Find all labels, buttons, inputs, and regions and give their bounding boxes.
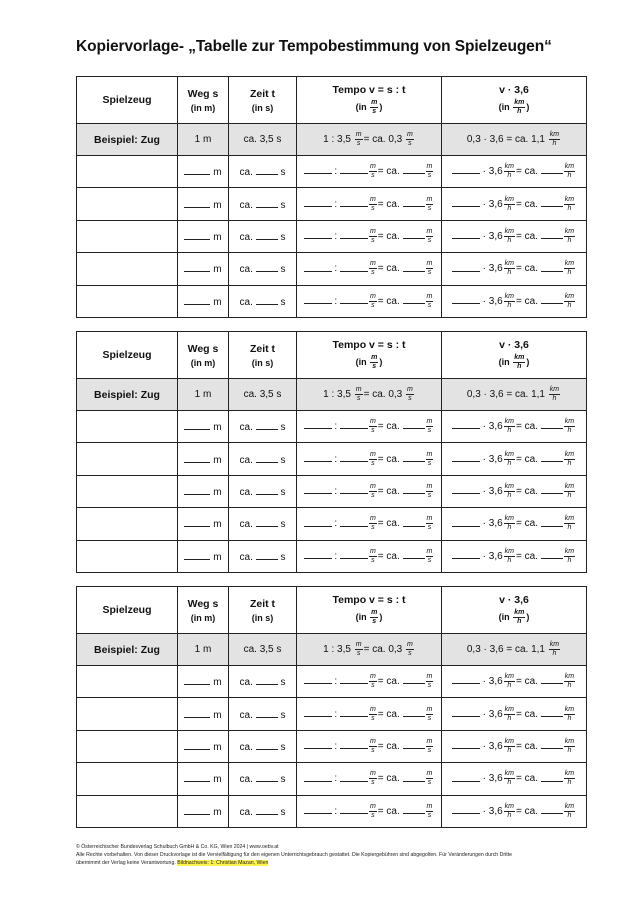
- distance-cell[interactable]: m: [178, 475, 229, 507]
- speed-dividend-blank[interactable]: [304, 674, 332, 684]
- speed-result-blank[interactable]: [403, 707, 425, 717]
- kmh-result-blank[interactable]: [541, 197, 563, 207]
- distance-cell[interactable]: m: [178, 220, 229, 252]
- example-distance: 1 m: [178, 634, 229, 666]
- time-cell[interactable]: ca. s: [229, 411, 297, 443]
- example-distance: 1 m: [178, 124, 229, 156]
- header-toy: Spielzeug: [77, 587, 178, 634]
- kmh-cell[interactable]: · 3,6 $\frac{km}{h}$ = ca. $\frac{km}{h}$: [442, 730, 587, 762]
- time-blank[interactable]: [256, 740, 278, 750]
- speed-dividend-blank[interactable]: [304, 229, 332, 239]
- example-kmh: 0,3 · 3,6 = ca. 1,1 $\frac{km}{h}$: [442, 634, 587, 666]
- time-blank[interactable]: [256, 165, 278, 175]
- blank-row: [77, 285, 587, 317]
- speed-divisor-blank[interactable]: [340, 164, 368, 174]
- example-label: Beispiel: Zug: [77, 124, 178, 156]
- speed-divisor-blank[interactable]: [340, 484, 368, 494]
- example-row: [77, 379, 587, 411]
- speed-cell[interactable]: : $\frac{m}{s}$ = ca. $\frac{m}{s}$: [297, 763, 442, 795]
- header-time: Zeit t (in s): [229, 77, 297, 124]
- speed-dividend-blank[interactable]: [304, 484, 332, 494]
- header-toy: Spielzeug: [77, 332, 178, 379]
- speed-cell[interactable]: : $\frac{m}{s}$ = ca. $\frac{m}{s}$: [297, 220, 442, 252]
- speed-result-blank[interactable]: [403, 164, 425, 174]
- kmh-input-blank[interactable]: [452, 772, 480, 782]
- distance-blank[interactable]: [184, 485, 210, 495]
- speed-result-blank[interactable]: [403, 772, 425, 782]
- kmh-result-blank[interactable]: [541, 484, 563, 494]
- time-blank[interactable]: [256, 295, 278, 305]
- time-blank[interactable]: [256, 420, 278, 430]
- speed-result-blank[interactable]: [403, 517, 425, 527]
- speed-divisor-blank[interactable]: [340, 739, 368, 749]
- time-cell[interactable]: ca. s: [229, 443, 297, 475]
- distance-cell[interactable]: m: [178, 730, 229, 762]
- time-blank[interactable]: [256, 485, 278, 495]
- distance-blank[interactable]: [184, 740, 210, 750]
- tempo-table-3: [76, 586, 587, 828]
- header-speed: Tempo v = s : t (in $\frac{m}{s}$ ): [297, 332, 442, 379]
- kmh-cell[interactable]: · 3,6 $\frac{km}{h}$ = ca. $\frac{km}{h}$: [442, 795, 587, 827]
- example-distance: 1 m: [178, 379, 229, 411]
- blank-row: [77, 188, 587, 220]
- example-row: [77, 634, 587, 666]
- speed-result-blank[interactable]: [403, 739, 425, 749]
- distance-cell[interactable]: m: [178, 508, 229, 540]
- kmh-result-blank[interactable]: [541, 164, 563, 174]
- blank-row: [77, 508, 587, 540]
- speed-divisor-blank[interactable]: [340, 419, 368, 429]
- toy-cell[interactable]: [77, 698, 178, 730]
- kmh-cell[interactable]: · 3,6 $\frac{km}{h}$ = ca. $\frac{km}{h}$: [442, 411, 587, 443]
- header-kmh: v · 3,6 (in $\frac{km}{h}$ ): [442, 77, 587, 124]
- page-title: Kopiervorlage- „Tabelle zur Tempobestimmung von Spielzeugen“: [76, 38, 552, 55]
- header-time: Zeit t (in s): [229, 332, 297, 379]
- speed-cell[interactable]: : $\frac{m}{s}$ = ca. $\frac{m}{s}$: [297, 443, 442, 475]
- tempo-table-2: [76, 331, 587, 573]
- time-cell[interactable]: ca. s: [229, 475, 297, 507]
- speed-result-blank[interactable]: [403, 452, 425, 462]
- kmh-cell[interactable]: · 3,6 $\frac{km}{h}$ = ca. $\frac{km}{h}$: [442, 285, 587, 317]
- distance-blank[interactable]: [184, 198, 210, 208]
- example-label: Beispiel: Zug: [77, 379, 178, 411]
- kmh-result-blank[interactable]: [541, 772, 563, 782]
- speed-result-blank[interactable]: [403, 262, 425, 272]
- speed-dividend-blank[interactable]: [304, 197, 332, 207]
- toy-cell[interactable]: [77, 156, 178, 188]
- example-kmh: 0,3 · 3,6 = ca. 1,1 $\frac{km}{h}$: [442, 379, 587, 411]
- speed-divisor-blank[interactable]: [340, 549, 368, 559]
- speed-cell[interactable]: : $\frac{m}{s}$ = ca. $\frac{m}{s}$: [297, 411, 442, 443]
- kmh-cell[interactable]: · 3,6 $\frac{km}{h}$ = ca. $\frac{km}{h}$: [442, 698, 587, 730]
- distance-cell[interactable]: m: [178, 156, 229, 188]
- speed-cell[interactable]: : $\frac{m}{s}$ = ca. $\frac{m}{s}$: [297, 795, 442, 827]
- speed-dividend-blank[interactable]: [304, 294, 332, 304]
- speed-result-blank[interactable]: [403, 197, 425, 207]
- speed-dividend-blank[interactable]: [304, 739, 332, 749]
- time-cell[interactable]: ca. s: [229, 698, 297, 730]
- distance-blank[interactable]: [184, 772, 210, 782]
- kmh-cell[interactable]: · 3,6 $\frac{km}{h}$ = ca. $\frac{km}{h}$: [442, 475, 587, 507]
- distance-cell[interactable]: m: [178, 285, 229, 317]
- header-toy: Spielzeug: [77, 77, 178, 124]
- speed-dividend-blank[interactable]: [304, 452, 332, 462]
- time-cell[interactable]: ca. s: [229, 666, 297, 698]
- distance-cell[interactable]: m: [178, 188, 229, 220]
- blank-row: [77, 253, 587, 285]
- distance-blank[interactable]: [184, 550, 210, 560]
- speed-dividend-blank[interactable]: [304, 772, 332, 782]
- time-cell[interactable]: ca. s: [229, 253, 297, 285]
- toy-cell[interactable]: [77, 540, 178, 572]
- distance-blank[interactable]: [184, 165, 210, 175]
- blank-row: [77, 698, 587, 730]
- example-speed: 1 : 3,5 $\frac{m}{s}$ = ca. 0,3 $\frac{m}{s}$: [297, 634, 442, 666]
- header-row: [77, 332, 587, 379]
- kmh-input-blank[interactable]: [452, 452, 480, 462]
- time-blank[interactable]: [256, 453, 278, 463]
- toy-cell[interactable]: [77, 508, 178, 540]
- distance-blank[interactable]: [184, 420, 210, 430]
- blank-row: [77, 666, 587, 698]
- kmh-cell[interactable]: · 3,6 $\frac{km}{h}$ = ca. $\frac{km}{h}$: [442, 188, 587, 220]
- speed-divisor-blank[interactable]: [340, 772, 368, 782]
- distance-cell[interactable]: m: [178, 698, 229, 730]
- image-credit: Bildnachweis: 1: Christian Mazan, Wien: [177, 860, 269, 866]
- kmh-cell[interactable]: · 3,6 $\frac{km}{h}$ = ca. $\frac{km}{h}$: [442, 666, 587, 698]
- kmh-cell[interactable]: · 3,6 $\frac{km}{h}$ = ca. $\frac{km}{h}$: [442, 763, 587, 795]
- example-row: [77, 124, 587, 156]
- example-speed: 1 : 3,5 $\frac{m}{s}$ = ca. 0,3 $\frac{m}{s}$: [297, 124, 442, 156]
- distance-blank[interactable]: [184, 517, 210, 527]
- tempo-table-1: [76, 76, 587, 318]
- toy-cell[interactable]: [77, 220, 178, 252]
- kmh-cell[interactable]: · 3,6 $\frac{km}{h}$ = ca. $\frac{km}{h}$: [442, 540, 587, 572]
- time-blank[interactable]: [256, 517, 278, 527]
- time-blank[interactable]: [256, 230, 278, 240]
- speed-cell[interactable]: : $\frac{m}{s}$ = ca. $\frac{m}{s}$: [297, 475, 442, 507]
- kmh-input-blank[interactable]: [452, 739, 480, 749]
- toy-cell[interactable]: [77, 411, 178, 443]
- speed-cell[interactable]: : $\frac{m}{s}$ = ca. $\frac{m}{s}$: [297, 730, 442, 762]
- speed-divisor-blank[interactable]: [340, 707, 368, 717]
- speed-result-blank[interactable]: [403, 804, 425, 814]
- distance-cell[interactable]: m: [178, 795, 229, 827]
- time-cell[interactable]: ca. s: [229, 508, 297, 540]
- toy-cell[interactable]: [77, 443, 178, 475]
- kmh-input-blank[interactable]: [452, 804, 480, 814]
- speed-divisor-blank[interactable]: [340, 804, 368, 814]
- distance-cell[interactable]: m: [178, 443, 229, 475]
- speed-divisor-blank[interactable]: [340, 197, 368, 207]
- blank-row: [77, 730, 587, 762]
- time-blank[interactable]: [256, 198, 278, 208]
- time-blank[interactable]: [256, 805, 278, 815]
- distance-blank[interactable]: [184, 230, 210, 240]
- speed-cell[interactable]: : $\frac{m}{s}$ = ca. $\frac{m}{s}$: [297, 540, 442, 572]
- kmh-input-blank[interactable]: [452, 229, 480, 239]
- speed-result-blank[interactable]: [403, 484, 425, 494]
- speed-dividend-blank[interactable]: [304, 517, 332, 527]
- kmh-input-blank[interactable]: [452, 419, 480, 429]
- speed-cell[interactable]: : $\frac{m}{s}$ = ca. $\frac{m}{s}$: [297, 253, 442, 285]
- time-blank[interactable]: [256, 708, 278, 718]
- kmh-result-blank[interactable]: [541, 804, 563, 814]
- kmh-result-blank[interactable]: [541, 229, 563, 239]
- kmh-input-blank[interactable]: [452, 197, 480, 207]
- time-cell[interactable]: ca. s: [229, 220, 297, 252]
- kmh-result-blank[interactable]: [541, 707, 563, 717]
- speed-cell[interactable]: : $\frac{m}{s}$ = ca. $\frac{m}{s}$: [297, 666, 442, 698]
- toy-cell[interactable]: [77, 763, 178, 795]
- blank-row: [77, 795, 587, 827]
- speed-divisor-blank[interactable]: [340, 517, 368, 527]
- kmh-result-blank[interactable]: [541, 294, 563, 304]
- header-distance: Weg s (in m): [178, 587, 229, 634]
- distance-blank[interactable]: [184, 453, 210, 463]
- header-row: [77, 587, 587, 634]
- kmh-cell[interactable]: · 3,6 $\frac{km}{h}$ = ca. $\frac{km}{h}$: [442, 220, 587, 252]
- time-blank[interactable]: [256, 675, 278, 685]
- toy-cell[interactable]: [77, 188, 178, 220]
- blank-row: [77, 220, 587, 252]
- speed-divisor-blank[interactable]: [340, 674, 368, 684]
- copyright-line: © Österreichischer Bundesverlag Schulbuch GmbH & Co. KG, Wien 2024 | www.oebv.at: [76, 844, 279, 850]
- header-row: [77, 77, 587, 124]
- example-time: ca. 3,5 s: [229, 124, 297, 156]
- speed-cell[interactable]: : $\frac{m}{s}$ = ca. $\frac{m}{s}$: [297, 508, 442, 540]
- blank-row: [77, 763, 587, 795]
- kmh-cell[interactable]: · 3,6 $\frac{km}{h}$ = ca. $\frac{km}{h}$: [442, 508, 587, 540]
- header-distance: Weg s (in m): [178, 77, 229, 124]
- time-blank[interactable]: [256, 550, 278, 560]
- time-cell[interactable]: ca. s: [229, 795, 297, 827]
- distance-cell[interactable]: m: [178, 253, 229, 285]
- header-speed: Tempo v = s : t (in $\frac{m}{s}$ ): [297, 587, 442, 634]
- kmh-result-blank[interactable]: [541, 739, 563, 749]
- blank-row: [77, 540, 587, 572]
- example-time: ca. 3,5 s: [229, 634, 297, 666]
- speed-divisor-blank[interactable]: [340, 452, 368, 462]
- toy-cell[interactable]: [77, 730, 178, 762]
- kmh-input-blank[interactable]: [452, 707, 480, 717]
- speed-result-blank[interactable]: [403, 229, 425, 239]
- speed-dividend-blank[interactable]: [304, 804, 332, 814]
- distance-cell[interactable]: m: [178, 763, 229, 795]
- example-speed: 1 : 3,5 $\frac{m}{s}$ = ca. 0,3 $\frac{m}{s}$: [297, 379, 442, 411]
- rights-line: Alle Rechte vorbehalten. Von dieser Druckvorlage ist die Vervielfältigung für den eigenen Unterrichtsgebrauch gestattet. Die Kopiergebühren sind abgegolten. Für Veränderungen durch Dritte: [76, 852, 513, 858]
- speed-divisor-blank[interactable]: [340, 262, 368, 272]
- speed-cell[interactable]: : $\frac{m}{s}$ = ca. $\frac{m}{s}$: [297, 285, 442, 317]
- blank-row: [77, 156, 587, 188]
- speed-result-blank[interactable]: [403, 419, 425, 429]
- time-blank[interactable]: [256, 772, 278, 782]
- kmh-input-blank[interactable]: [452, 674, 480, 684]
- speed-result-blank[interactable]: [403, 674, 425, 684]
- distance-cell[interactable]: m: [178, 411, 229, 443]
- distance-blank[interactable]: [184, 805, 210, 815]
- speed-dividend-blank[interactable]: [304, 549, 332, 559]
- header-time: Zeit t (in s): [229, 587, 297, 634]
- kmh-input-blank[interactable]: [452, 262, 480, 272]
- example-label: Beispiel: Zug: [77, 634, 178, 666]
- blank-row: [77, 475, 587, 507]
- time-cell[interactable]: ca. s: [229, 730, 297, 762]
- time-cell[interactable]: ca. s: [229, 156, 297, 188]
- speed-cell[interactable]: : $\frac{m}{s}$ = ca. $\frac{m}{s}$: [297, 156, 442, 188]
- toy-cell[interactable]: [77, 253, 178, 285]
- kmh-result-blank[interactable]: [541, 674, 563, 684]
- distance-cell[interactable]: m: [178, 540, 229, 572]
- time-cell[interactable]: ca. s: [229, 763, 297, 795]
- kmh-input-blank[interactable]: [452, 549, 480, 559]
- header-kmh: v · 3,6 (in $\frac{km}{h}$ ): [442, 332, 587, 379]
- kmh-result-blank[interactable]: [541, 419, 563, 429]
- kmh-result-blank[interactable]: [541, 549, 563, 559]
- speed-divisor-blank[interactable]: [340, 294, 368, 304]
- toy-cell[interactable]: [77, 666, 178, 698]
- time-cell[interactable]: ca. s: [229, 285, 297, 317]
- example-time: ca. 3,5 s: [229, 379, 297, 411]
- time-cell[interactable]: ca. s: [229, 540, 297, 572]
- speed-divisor-blank[interactable]: [340, 229, 368, 239]
- distance-cell[interactable]: m: [178, 666, 229, 698]
- header-kmh: v · 3,6 (in $\frac{km}{h}$ ): [442, 587, 587, 634]
- speed-cell[interactable]: : $\frac{m}{s}$ = ca. $\frac{m}{s}$: [297, 698, 442, 730]
- header-distance: Weg s (in m): [178, 332, 229, 379]
- responsibility-line: übernimmt der Verlag keine Verantwortung. Bildnachweis: 1: Christian Mazan, Wien: [76, 860, 269, 866]
- example-kmh: 0,3 · 3,6 = ca. 1,1 $\frac{km}{h}$: [442, 124, 587, 156]
- toy-cell[interactable]: [77, 795, 178, 827]
- toy-cell[interactable]: [77, 285, 178, 317]
- toy-cell[interactable]: [77, 475, 178, 507]
- kmh-result-blank[interactable]: [541, 262, 563, 272]
- speed-result-blank[interactable]: [403, 549, 425, 559]
- time-blank[interactable]: [256, 262, 278, 272]
- kmh-cell[interactable]: · 3,6 $\frac{km}{h}$ = ca. $\frac{km}{h}$: [442, 253, 587, 285]
- speed-dividend-blank[interactable]: [304, 164, 332, 174]
- kmh-result-blank[interactable]: [541, 452, 563, 462]
- kmh-input-blank[interactable]: [452, 484, 480, 494]
- kmh-input-blank[interactable]: [452, 164, 480, 174]
- distance-blank[interactable]: [184, 262, 210, 272]
- blank-row: [77, 411, 587, 443]
- time-cell[interactable]: ca. s: [229, 188, 297, 220]
- distance-blank[interactable]: [184, 675, 210, 685]
- kmh-cell[interactable]: · 3,6 $\frac{km}{h}$ = ca. $\frac{km}{h}$: [442, 443, 587, 475]
- distance-blank[interactable]: [184, 295, 210, 305]
- speed-cell[interactable]: : $\frac{m}{s}$ = ca. $\frac{m}{s}$: [297, 188, 442, 220]
- footer: [76, 843, 596, 867]
- speed-dividend-blank[interactable]: [304, 419, 332, 429]
- blank-row: [77, 443, 587, 475]
- kmh-input-blank[interactable]: [452, 517, 480, 527]
- speed-result-blank[interactable]: [403, 294, 425, 304]
- kmh-cell[interactable]: · 3,6 $\frac{km}{h}$ = ca. $\frac{km}{h}$: [442, 156, 587, 188]
- kmh-input-blank[interactable]: [452, 294, 480, 304]
- speed-dividend-blank[interactable]: [304, 262, 332, 272]
- kmh-result-blank[interactable]: [541, 517, 563, 527]
- distance-blank[interactable]: [184, 708, 210, 718]
- speed-dividend-blank[interactable]: [304, 707, 332, 717]
- header-speed: Tempo v = s : t (in $\frac{m}{s}$ ): [297, 77, 442, 124]
